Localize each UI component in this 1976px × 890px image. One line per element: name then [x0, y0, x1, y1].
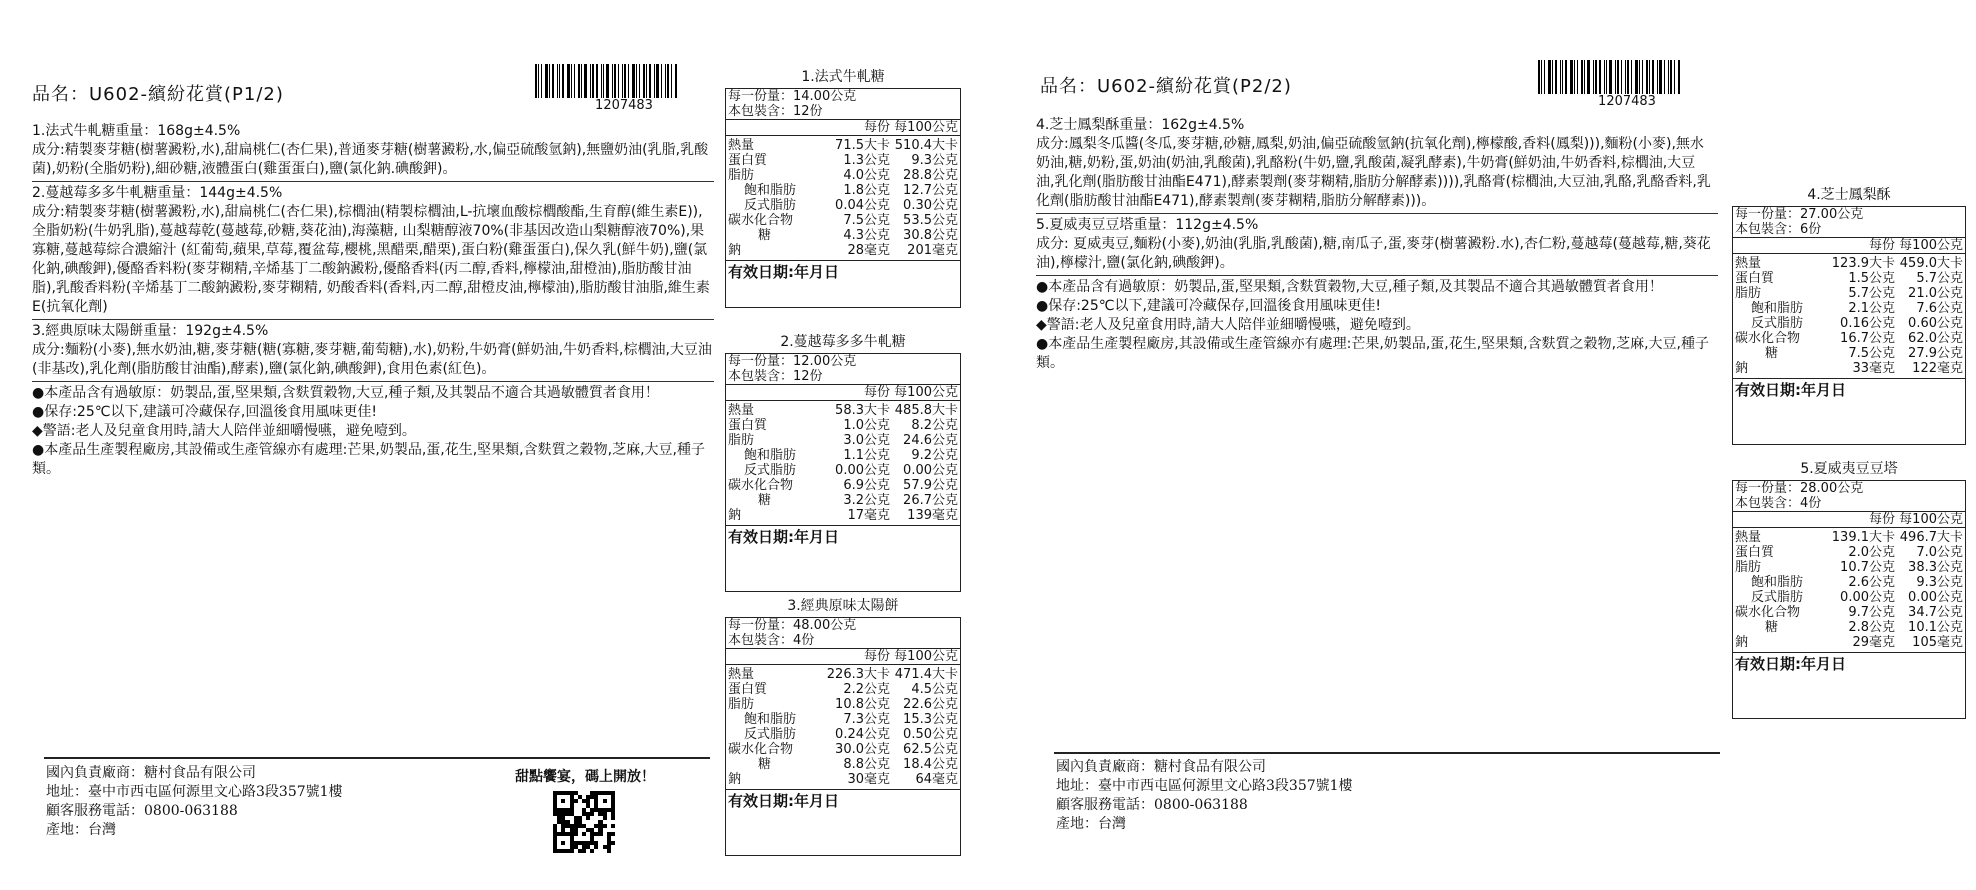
nutrient-label: 反式脂肪	[744, 727, 797, 742]
footer-origin: 產地：台灣	[1056, 816, 1126, 832]
serving-size: 每一份量：12.00公克	[728, 354, 857, 369]
divider	[1036, 213, 1718, 214]
divider	[1036, 275, 1718, 276]
nutrient-label: 蛋白質	[728, 682, 768, 697]
nutrition-row	[1735, 316, 1963, 331]
nutrient-label: 熱量	[728, 403, 755, 418]
col-per-100g: 每100公克	[894, 385, 958, 400]
page2-barcode	[1538, 60, 1716, 109]
storage-note: ●保存:25℃以下,建議可冷藏保存,回溫後食用風味更佳!	[32, 404, 377, 420]
divider	[32, 381, 714, 382]
nutrition-row	[728, 138, 958, 153]
per-serving-value: 9.7公克	[1848, 605, 1895, 620]
nutrient-label: 脂肪	[728, 433, 755, 448]
item-heading: 4.芝士鳳梨酥重量：162g±4.5%	[1036, 117, 1245, 133]
storage-note: ●保存:25℃以下,建議可冷藏保存,回溫後食用風味更佳!	[1036, 298, 1381, 314]
page1-title: 品名：U602-繽紛花賞(P1/2)	[32, 84, 284, 105]
per-serving-value: 1.0公克	[843, 418, 890, 433]
page1-slogan: 甜點饗宴，碼上開放！	[515, 769, 655, 785]
per-serving-value: 7.5公克	[843, 213, 890, 228]
qr-code[interactable]	[553, 791, 615, 853]
per-serving-value: 2.6公克	[1848, 575, 1895, 590]
nutrient-label: 鈉	[728, 508, 742, 523]
per-100g-value: 22.6公克	[903, 697, 958, 712]
per-serving-value: 0.24公克	[835, 727, 890, 742]
barcode-number: 1207483	[595, 98, 653, 113]
per-serving-value: 0.00公克	[1840, 590, 1895, 605]
per-100g-value: 0.60公克	[1908, 316, 1963, 331]
nutrition-row	[1735, 575, 1963, 590]
per-serving-value: 1.5公克	[1848, 271, 1895, 286]
table-caption: 2.蔓越莓多多牛軋糖	[780, 334, 906, 350]
nutrient-label: 飽和脂肪	[744, 448, 797, 463]
barcode-number: 1207483	[1598, 94, 1656, 109]
nutrition-row	[1735, 590, 1963, 605]
per-100g-value: 459.0大卡	[1899, 256, 1963, 271]
page1-footer-divider	[44, 757, 710, 759]
serving-count: 本包裝含：12份	[728, 369, 823, 384]
per-100g-value: 8.2公克	[911, 418, 958, 433]
nutrient-label: 鈉	[1735, 361, 1749, 376]
nutrient-label: 反式脂肪	[1751, 316, 1804, 331]
nutrition-row	[728, 433, 958, 448]
nutrition-table	[1732, 187, 1966, 445]
per-serving-value: 10.7公克	[1840, 560, 1895, 575]
per-100g-value: 0.00公克	[903, 463, 958, 478]
serving-size: 每一份量：48.00公克	[728, 618, 857, 633]
page1-barcode	[535, 64, 713, 113]
nutrition-row	[728, 463, 958, 478]
nutrient-label: 碳水化合物	[728, 742, 794, 757]
expiry-date: 有效日期:年月日	[1735, 655, 1846, 673]
per-100g-value: 34.7公克	[1908, 605, 1963, 620]
serving-size: 每一份量：28.00公克	[1735, 481, 1864, 496]
table-caption: 4.芝士鳳梨酥	[1807, 187, 1891, 203]
nutrition-row	[728, 508, 958, 523]
item-ingredients: 成分:鳳梨冬瓜醬(冬瓜,麥芽糖,砂糖,鳳梨,奶油,偏亞硫酸氫鈉(抗氧化劑),檸檬酸,香料(鳳梨))),麵粉(小麥),無水奶油,糖,奶粉,蛋,奶油(奶油,乳酸菌),乳酪粉(牛奶,鹽,乳酸菌,凝乳酵素),牛奶膏(鮮奶油,牛奶香料,棕櫚油,大豆油,乳化劑(脂肪酸甘油酯E471),酵素製劑(麥芽糊精,脂肪分解酵素)))),乳酪膏(棕櫚油,大豆油,乳酪,乳酪香料,乳化劑(脂肪酸甘油酯E471),酵素製劑(麥芽糊精,脂肪分解酵素)))。	[1036, 136, 1711, 209]
nutrition-row	[1735, 530, 1963, 545]
item-ingredients: 成分:麵粉(小麥),無水奶油,糖,麥芽糖(糖(寡糖,麥芽糖,葡萄糖),水),奶粉,牛奶膏(鮮奶油,牛奶香料,棕櫚油,大豆油(非基改),乳化劑(脂肪酸甘油酯),酵素),鹽(氯化鈉,碘酸鉀),食用色素(紅色)。	[32, 342, 712, 377]
nutrition-row	[1735, 620, 1963, 635]
per-serving-value: 3.2公克	[843, 493, 890, 508]
per-serving-value: 1.3公克	[843, 153, 890, 168]
nutrient-label: 鈉	[728, 243, 742, 258]
page1-ingredients	[32, 122, 714, 479]
per-serving-value: 8.8公克	[843, 757, 890, 772]
per-serving-value: 4.0公克	[843, 168, 890, 183]
per-100g-value: 7.6公克	[1916, 301, 1963, 316]
per-100g-value: 21.0公克	[1908, 286, 1963, 301]
nutrient-label: 蛋白質	[1735, 271, 1775, 286]
per-100g-value: 9.2公克	[911, 448, 958, 463]
nutrition-row	[728, 772, 958, 787]
per-serving-value: 0.00公克	[835, 463, 890, 478]
per-100g-value: 28.8公克	[903, 168, 958, 183]
table-caption: 3.經典原味太陽餅	[787, 598, 899, 614]
col-per-serving: 每份	[863, 120, 890, 135]
nutrient-label: 飽和脂肪	[744, 183, 797, 198]
per-serving-value: 139.1大卡	[1831, 530, 1895, 545]
per-serving-value: 2.2公克	[843, 682, 890, 697]
item-heading: 5.夏威夷豆豆塔重量：112g±4.5%	[1036, 217, 1259, 233]
nutrition-row	[1735, 346, 1963, 361]
per-serving-value: 10.8公克	[835, 697, 890, 712]
per-100g-value: 471.4大卡	[894, 667, 958, 682]
col-per-serving: 每份	[1868, 238, 1895, 253]
col-per-100g: 每100公克	[1899, 512, 1963, 527]
per-100g-value: 18.4公克	[903, 757, 958, 772]
nutrient-label: 脂肪	[1735, 560, 1762, 575]
per-serving-value: 29毫克	[1852, 635, 1895, 650]
nutrient-label: 鈉	[1735, 635, 1749, 650]
col-per-serving: 每份	[863, 385, 890, 400]
expiry-date: 有效日期:年月日	[728, 792, 839, 810]
nutrient-label: 蛋白質	[728, 418, 768, 433]
col-per-100g: 每100公克	[894, 120, 958, 135]
nutrition-table	[725, 69, 961, 308]
per-serving-value: 4.3公克	[843, 228, 890, 243]
facility-note: ●本產品生產製程廠房,其設備或生產管線亦有處理:芒果,奶製品,蛋,花生,堅果類,含麩質之穀物,芝麻,大豆,種子類。	[1036, 336, 1709, 371]
nutrition-row	[728, 183, 958, 198]
nutrient-label: 熱量	[1735, 256, 1762, 271]
nutrient-label: 碳水化合物	[728, 213, 794, 228]
item-heading: 1.法式牛軋糖重量：168g±4.5%	[32, 123, 241, 139]
table-caption: 5.夏威夷豆豆塔	[1800, 461, 1898, 477]
per-serving-value: 6.9公克	[843, 478, 890, 493]
divider	[32, 319, 714, 320]
nutrition-row	[728, 493, 958, 508]
footer-address: 地址：臺中市西屯區何源里文心路3段357號1樓	[1056, 778, 1353, 794]
per-serving-value: 30毫克	[847, 772, 890, 787]
per-100g-value: 10.1公克	[1908, 620, 1963, 635]
nutrient-label: 脂肪	[728, 168, 755, 183]
nutrient-label: 糖	[758, 757, 772, 772]
item-ingredients: 成分:精製麥芽糖(樹薯澱粉,水),甜扁桃仁(杏仁果),普通麥芽糖(樹薯澱粉,水,偏亞硫酸氫鈉),無鹽奶油(乳脂,乳酸菌),奶粉(全脂奶粉),細砂糖,液體蛋白(雞蛋蛋白),鹽(氯化鈉.碘酸鉀)。	[32, 142, 709, 177]
per-serving-value: 2.0公克	[1848, 545, 1895, 560]
barcode-graphic	[535, 64, 713, 98]
item-heading: 2.蔓越莓多多牛軋糖重量：144g±4.5%	[32, 185, 283, 201]
nutrition-row	[1735, 301, 1963, 316]
nutrient-label: 碳水化合物	[1735, 331, 1801, 346]
nutrition-row	[728, 418, 958, 433]
per-serving-value: 0.16公克	[1840, 316, 1895, 331]
page2-footer	[1056, 758, 1353, 834]
nutrition-row	[1735, 271, 1963, 286]
per-serving-value: 17毫克	[847, 508, 890, 523]
serving-count: 本包裝含：4份	[1735, 496, 1822, 511]
per-serving-value: 1.1公克	[843, 448, 890, 463]
per-100g-value: 0.30公克	[903, 198, 958, 213]
page2-footer-divider	[1054, 752, 1720, 754]
nutrition-row	[1735, 635, 1963, 650]
warning-note: ◆警語:老人及兒童食用時,請大人陪伴並細嚼慢嚥，避免噎到。	[1036, 317, 1420, 333]
per-100g-value: 201毫克	[907, 243, 958, 258]
nutrient-label: 糖	[758, 228, 772, 243]
per-100g-value: 57.9公克	[903, 478, 958, 493]
per-100g-value: 0.00公克	[1908, 590, 1963, 605]
per-100g-value: 64毫克	[915, 772, 958, 787]
nutrition-row	[728, 198, 958, 213]
nutrition-row	[1735, 286, 1963, 301]
per-100g-value: 5.7公克	[1916, 271, 1963, 286]
per-100g-value: 62.0公克	[1908, 331, 1963, 346]
allergen-note: ●本產品含有過敏原：奶製品,蛋,堅果類,含麩質穀物,大豆,種子類,及其製品不適合其過敏體質者食用！	[32, 385, 659, 401]
nutrient-label: 飽和脂肪	[744, 712, 797, 727]
per-serving-value: 2.1公克	[1848, 301, 1895, 316]
footer-origin: 產地：台灣	[46, 822, 116, 838]
per-serving-value: 33毫克	[1852, 361, 1895, 376]
per-100g-value: 26.7公克	[903, 493, 958, 508]
per-serving-value: 1.8公克	[843, 183, 890, 198]
per-100g-value: 139毫克	[907, 508, 958, 523]
nutrient-label: 蛋白質	[1735, 545, 1775, 560]
nutrition-row	[1735, 605, 1963, 620]
nutrient-label: 飽和脂肪	[1751, 575, 1804, 590]
per-serving-value: 7.5公克	[1848, 346, 1895, 361]
page2-ingredients	[1036, 116, 1718, 373]
nutrient-label: 飽和脂肪	[1751, 301, 1804, 316]
allergen-note: ●本產品含有過敏原：奶製品,蛋,堅果類,含麩質穀物,大豆,種子類,及其製品不適合其過敏體質者食用！	[1036, 279, 1663, 295]
nutrition-row	[1735, 545, 1963, 560]
per-serving-value: 3.0公克	[843, 433, 890, 448]
serving-size: 每一份量：14.00公克	[728, 89, 857, 104]
table-caption: 1.法式牛軋糖	[801, 69, 885, 85]
nutrient-label: 糖	[1765, 620, 1779, 635]
nutrition-row	[1735, 256, 1963, 271]
nutrition-row	[728, 667, 958, 682]
page2-title: 品名：U602-繽紛花賞(P2/2)	[1040, 76, 1292, 97]
page1-footer	[46, 764, 343, 840]
serving-count: 本包裝含：6份	[1735, 222, 1822, 237]
per-100g-value: 30.8公克	[903, 228, 958, 243]
nutrition-row	[728, 712, 958, 727]
nutrient-label: 糖	[1765, 346, 1779, 361]
col-per-100g: 每100公克	[1899, 238, 1963, 253]
per-100g-value: 485.8大卡	[894, 403, 958, 418]
nutrition-row	[728, 153, 958, 168]
per-100g-value: 12.7公克	[903, 183, 958, 198]
nutrition-table	[725, 598, 961, 856]
expiry-date: 有效日期:年月日	[728, 263, 839, 281]
col-per-serving: 每份	[863, 649, 890, 664]
per-serving-value: 5.7公克	[1848, 286, 1895, 301]
col-per-serving: 每份	[1868, 512, 1895, 527]
nutrient-label: 熱量	[728, 667, 755, 682]
nutrition-row	[728, 757, 958, 772]
warning-note: ◆警語:老人及兒童食用時,請大人陪伴並細嚼慢嚥，避免噎到。	[32, 423, 416, 439]
per-serving-value: 7.3公克	[843, 712, 890, 727]
per-100g-value: 27.9公克	[1908, 346, 1963, 361]
nutrition-row	[728, 697, 958, 712]
nutrition-row	[728, 168, 958, 183]
nutrient-label: 熱量	[1735, 530, 1762, 545]
nutrition-row	[728, 682, 958, 697]
serving-size: 每一份量：27.00公克	[1735, 207, 1864, 222]
expiry-date: 有效日期:年月日	[1735, 381, 1846, 399]
nutrient-label: 反式脂肪	[744, 198, 797, 213]
nutrient-label: 反式脂肪	[1751, 590, 1804, 605]
footer-address: 地址：臺中市西屯區何源里文心路3段357號1樓	[46, 784, 343, 800]
item-heading: 3.經典原味太陽餅重量：192g±4.5%	[32, 323, 269, 339]
nutrition-table	[1732, 461, 1966, 719]
per-100g-value: 62.5公克	[903, 742, 958, 757]
per-100g-value: 24.6公克	[903, 433, 958, 448]
per-100g-value: 7.0公克	[1916, 545, 1963, 560]
per-serving-value: 16.7公克	[1840, 331, 1895, 346]
col-per-100g: 每100公克	[894, 649, 958, 664]
per-serving-value: 30.0公克	[835, 742, 890, 757]
item-ingredients: 成分: 夏威夷豆,麵粉(小麥),奶油(乳脂,乳酸菌),糖,南瓜子,蛋,麥芽(樹薯澱粉.水),杏仁粉,蔓越莓(蔓越莓,糖,葵花油),檸檬汁,鹽(氯化鈉,碘酸鉀)。	[1036, 236, 1711, 271]
nutrient-label: 反式脂肪	[744, 463, 797, 478]
per-100g-value: 53.5公克	[903, 213, 958, 228]
nutrition-row	[728, 478, 958, 493]
nutrition-row	[728, 448, 958, 463]
per-serving-value: 71.5大卡	[835, 138, 890, 153]
nutrient-label: 糖	[758, 493, 772, 508]
per-100g-value: 9.3公克	[911, 153, 958, 168]
nutrition-row	[1735, 331, 1963, 346]
expiry-date: 有效日期:年月日	[728, 528, 839, 546]
per-100g-value: 496.7大卡	[1899, 530, 1963, 545]
item-ingredients: 成分:精製麥芽糖(樹薯澱粉,水),甜扁桃仁(杏仁果),棕櫚油(精製棕櫚油,L-抗壞血酸棕櫚酸酯,生育醇(維生素E)),全脂奶粉(牛奶乳脂),蔓越莓乾(蔓越莓,砂糖,葵花油),海藻糖, 山梨糖醇液70%(非基因改造山梨糖醇液70%),果寡糖,蔓越莓綜合濃縮汁 (紅葡萄,蘋果,草莓,覆盆莓,櫻桃,黑醋栗,醋栗),蛋白粉(雞蛋蛋白),保久乳(鮮牛奶),鹽(氯化鈉,碘酸鉀),優酪香料粉(麥芽糊精,辛烯基丁二酸鈉澱粉,優酪香料(丙二醇,香料,檸檬油,甜橙油),脂肪酸甘油脂),乳酸香料粉(辛烯基丁二酸鈉澱粉,麥芽糊精, 奶酸香料(香料,丙二醇,甜橙皮油,檸檬油),脂肪酸甘油脂,維生素E(抗氧化劑)	[32, 204, 710, 315]
nutrient-label: 蛋白質	[728, 153, 768, 168]
serving-count: 本包裝含：12份	[728, 104, 823, 119]
per-100g-value: 38.3公克	[1908, 560, 1963, 575]
nutrition-row	[728, 228, 958, 243]
footer-manufacturer: 國內負責廠商：糖村食品有限公司	[46, 765, 256, 781]
footer-phone: 顧客服務電話：0800-063188	[1056, 797, 1248, 813]
per-serving-value: 0.04公克	[835, 198, 890, 213]
footer-manufacturer: 國內負責廠商：糖村食品有限公司	[1056, 759, 1266, 775]
barcode-graphic	[1538, 60, 1716, 94]
per-100g-value: 122毫克	[1912, 361, 1963, 376]
divider	[32, 181, 714, 182]
nutrition-row	[728, 213, 958, 228]
nutrient-label: 脂肪	[1735, 286, 1762, 301]
nutrition-row	[1735, 361, 1963, 376]
per-100g-value: 0.50公克	[903, 727, 958, 742]
per-serving-value: 226.3大卡	[826, 667, 890, 682]
per-100g-value: 105毫克	[1912, 635, 1963, 650]
nutrient-label: 碳水化合物	[728, 478, 794, 493]
per-serving-value: 2.8公克	[1848, 620, 1895, 635]
nutrient-label: 鈉	[728, 772, 742, 787]
per-100g-value: 9.3公克	[1916, 575, 1963, 590]
facility-note: ●本產品生產製程廠房,其設備或生產管線亦有處理:芒果,奶製品,蛋,花生,堅果類,含麩質之穀物,芝麻,大豆,種子類。	[32, 442, 705, 477]
per-serving-value: 28毫克	[847, 243, 890, 258]
nutrition-row	[728, 727, 958, 742]
per-serving-value: 58.3大卡	[835, 403, 890, 418]
nutrient-label: 熱量	[728, 138, 755, 153]
per-serving-value: 123.9大卡	[1831, 256, 1895, 271]
per-100g-value: 15.3公克	[903, 712, 958, 727]
nutrition-row	[728, 742, 958, 757]
nutrition-row	[728, 403, 958, 418]
footer-phone: 顧客服務電話：0800-063188	[46, 803, 238, 819]
nutrient-label: 脂肪	[728, 697, 755, 712]
per-100g-value: 510.4大卡	[894, 138, 958, 153]
serving-count: 本包裝含：4份	[728, 633, 815, 648]
nutrition-table	[725, 334, 961, 592]
nutrient-label: 碳水化合物	[1735, 605, 1801, 620]
nutrition-row	[728, 243, 958, 258]
nutrition-row	[1735, 560, 1963, 575]
per-100g-value: 4.5公克	[911, 682, 958, 697]
